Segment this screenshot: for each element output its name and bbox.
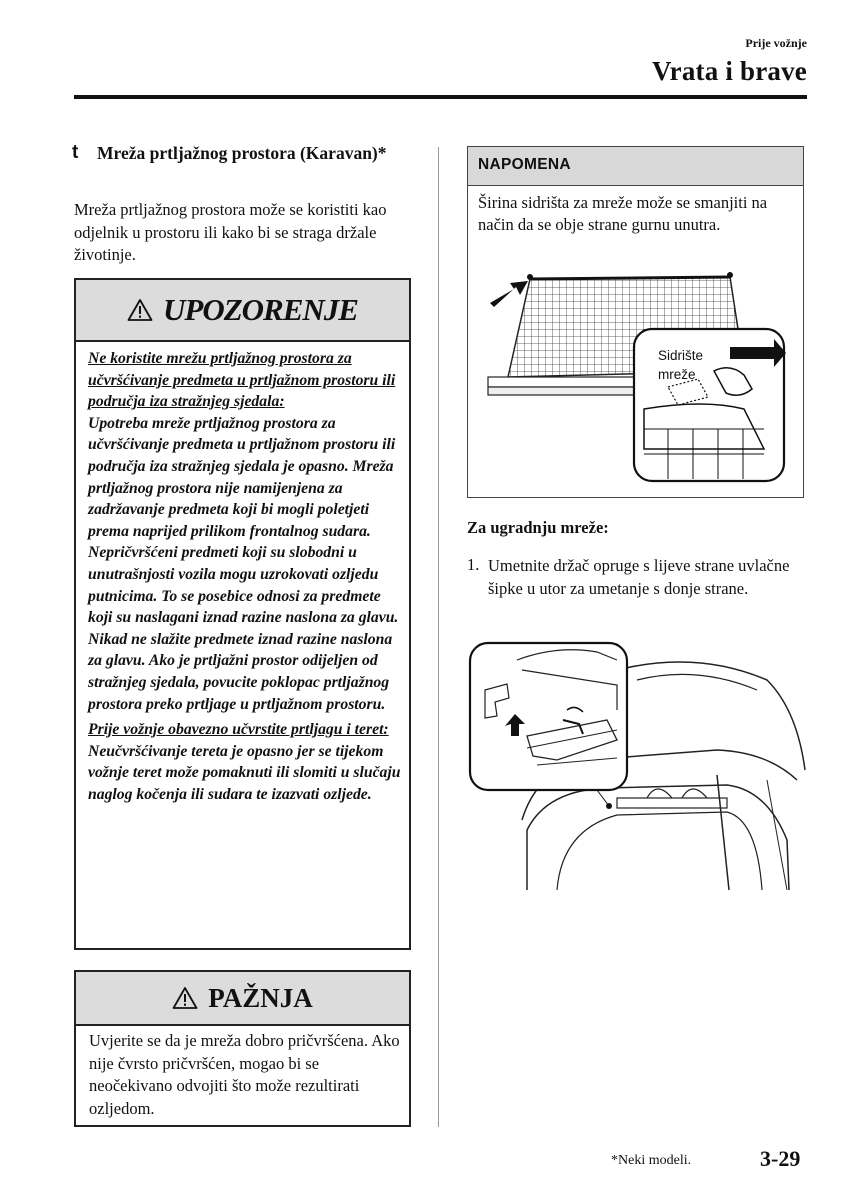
section-title: Mreža prtljažnog prostora (Karavan)*	[97, 143, 387, 163]
page-title: Vrata i brave	[651, 56, 807, 86]
section-intro: Mreža prtljažnog prostora može se koristiti kao odjelnik u prostoru ili kako bi se straga držale životinje.	[74, 200, 387, 264]
note-header	[468, 147, 803, 186]
section-bullet: t	[72, 142, 79, 163]
caution-triangle-icon	[172, 986, 198, 1010]
step-text: Umetnite držač opruge s lijeve strane uvlačne šipke u utor za umetanje s donje strane.	[488, 556, 790, 598]
anchor-label-line2: mreže	[658, 367, 696, 382]
caution-box	[74, 970, 411, 1127]
warning-heading-1: Ne koristite mrežu prtljažnog prostora za učvršćivanje predmeta u prtljažnom prostoru ili područja iza stražnjeg sjedala:	[88, 350, 396, 411]
note-box	[467, 146, 804, 498]
warning-heading-2: Prije vožnje obavezno učvrstite prtljagu i teret:	[88, 721, 389, 739]
note-text: Širina sidrišta za mreže može se smanjiti na način da se obje strane gurnu unutra.	[478, 193, 768, 234]
column-divider	[438, 147, 439, 1127]
note-title: NAPOMENA	[478, 156, 571, 173]
footnote: *Neki modeli.	[611, 1153, 692, 1168]
trunk-installation-illustration	[467, 640, 807, 895]
caution-text: Uvjerite se da je mreža dobro pričvršćena. Ako nije čvrsto pričvršćen, mogao bi se neočekivano odvojiti što može rezultirati ozljedom.	[89, 1031, 400, 1118]
page-number: 3-29	[760, 1146, 801, 1171]
warning-text-2: Neučvršćivanje tereta je opasno jer se tijekom vožnje teret može pomaknuti ili slomiti u slučaju naglog kočenja ili sudara te izazvati ozljede.	[88, 742, 401, 803]
install-heading: Za ugradnju mreže:	[467, 518, 609, 537]
caution-header	[76, 972, 409, 1026]
warning-header	[76, 280, 409, 342]
net-anchor-illustration	[468, 259, 805, 497]
header-rule	[74, 95, 807, 99]
warning-triangle-icon	[127, 298, 153, 322]
anchor-label-line1: Sidrište	[658, 348, 704, 363]
header-section: Prije vožnje	[745, 36, 807, 50]
step-number: 1.	[467, 555, 480, 574]
caution-title: PAŽNJA	[208, 982, 313, 1013]
warning-body	[88, 348, 404, 809]
warning-title: UPOZORENJE	[163, 292, 358, 327]
warning-box	[74, 278, 411, 950]
warning-text-1: Upotreba mreže prtljažnog prostora za učvršćivanje predmeta u prtljažnom prostoru ili područja iza stražnjeg sjedala je opasno. Mreža prtljažnog prostora nije namijenjena za zadržavanje predmeta koji bi mogli poletjeti prema naprijed prilikom frontalnog sudara. Nepričvršćeni predmeti koji su slobodni u unutrašnjosti vozila mogu uzrokovati ozljedu putnicima. To se posebice odnosi za predmete koji su naslagani iznad razine naslona za glavu. Nikad ne slažite predmete iznad razine naslona za glavu. Ako je prtljažni prostor odijeljen od stražnjeg sjedala, povucite poklopac prtljažnog prostora preko prtljage u prtljažnom prostoru.	[88, 414, 399, 713]
